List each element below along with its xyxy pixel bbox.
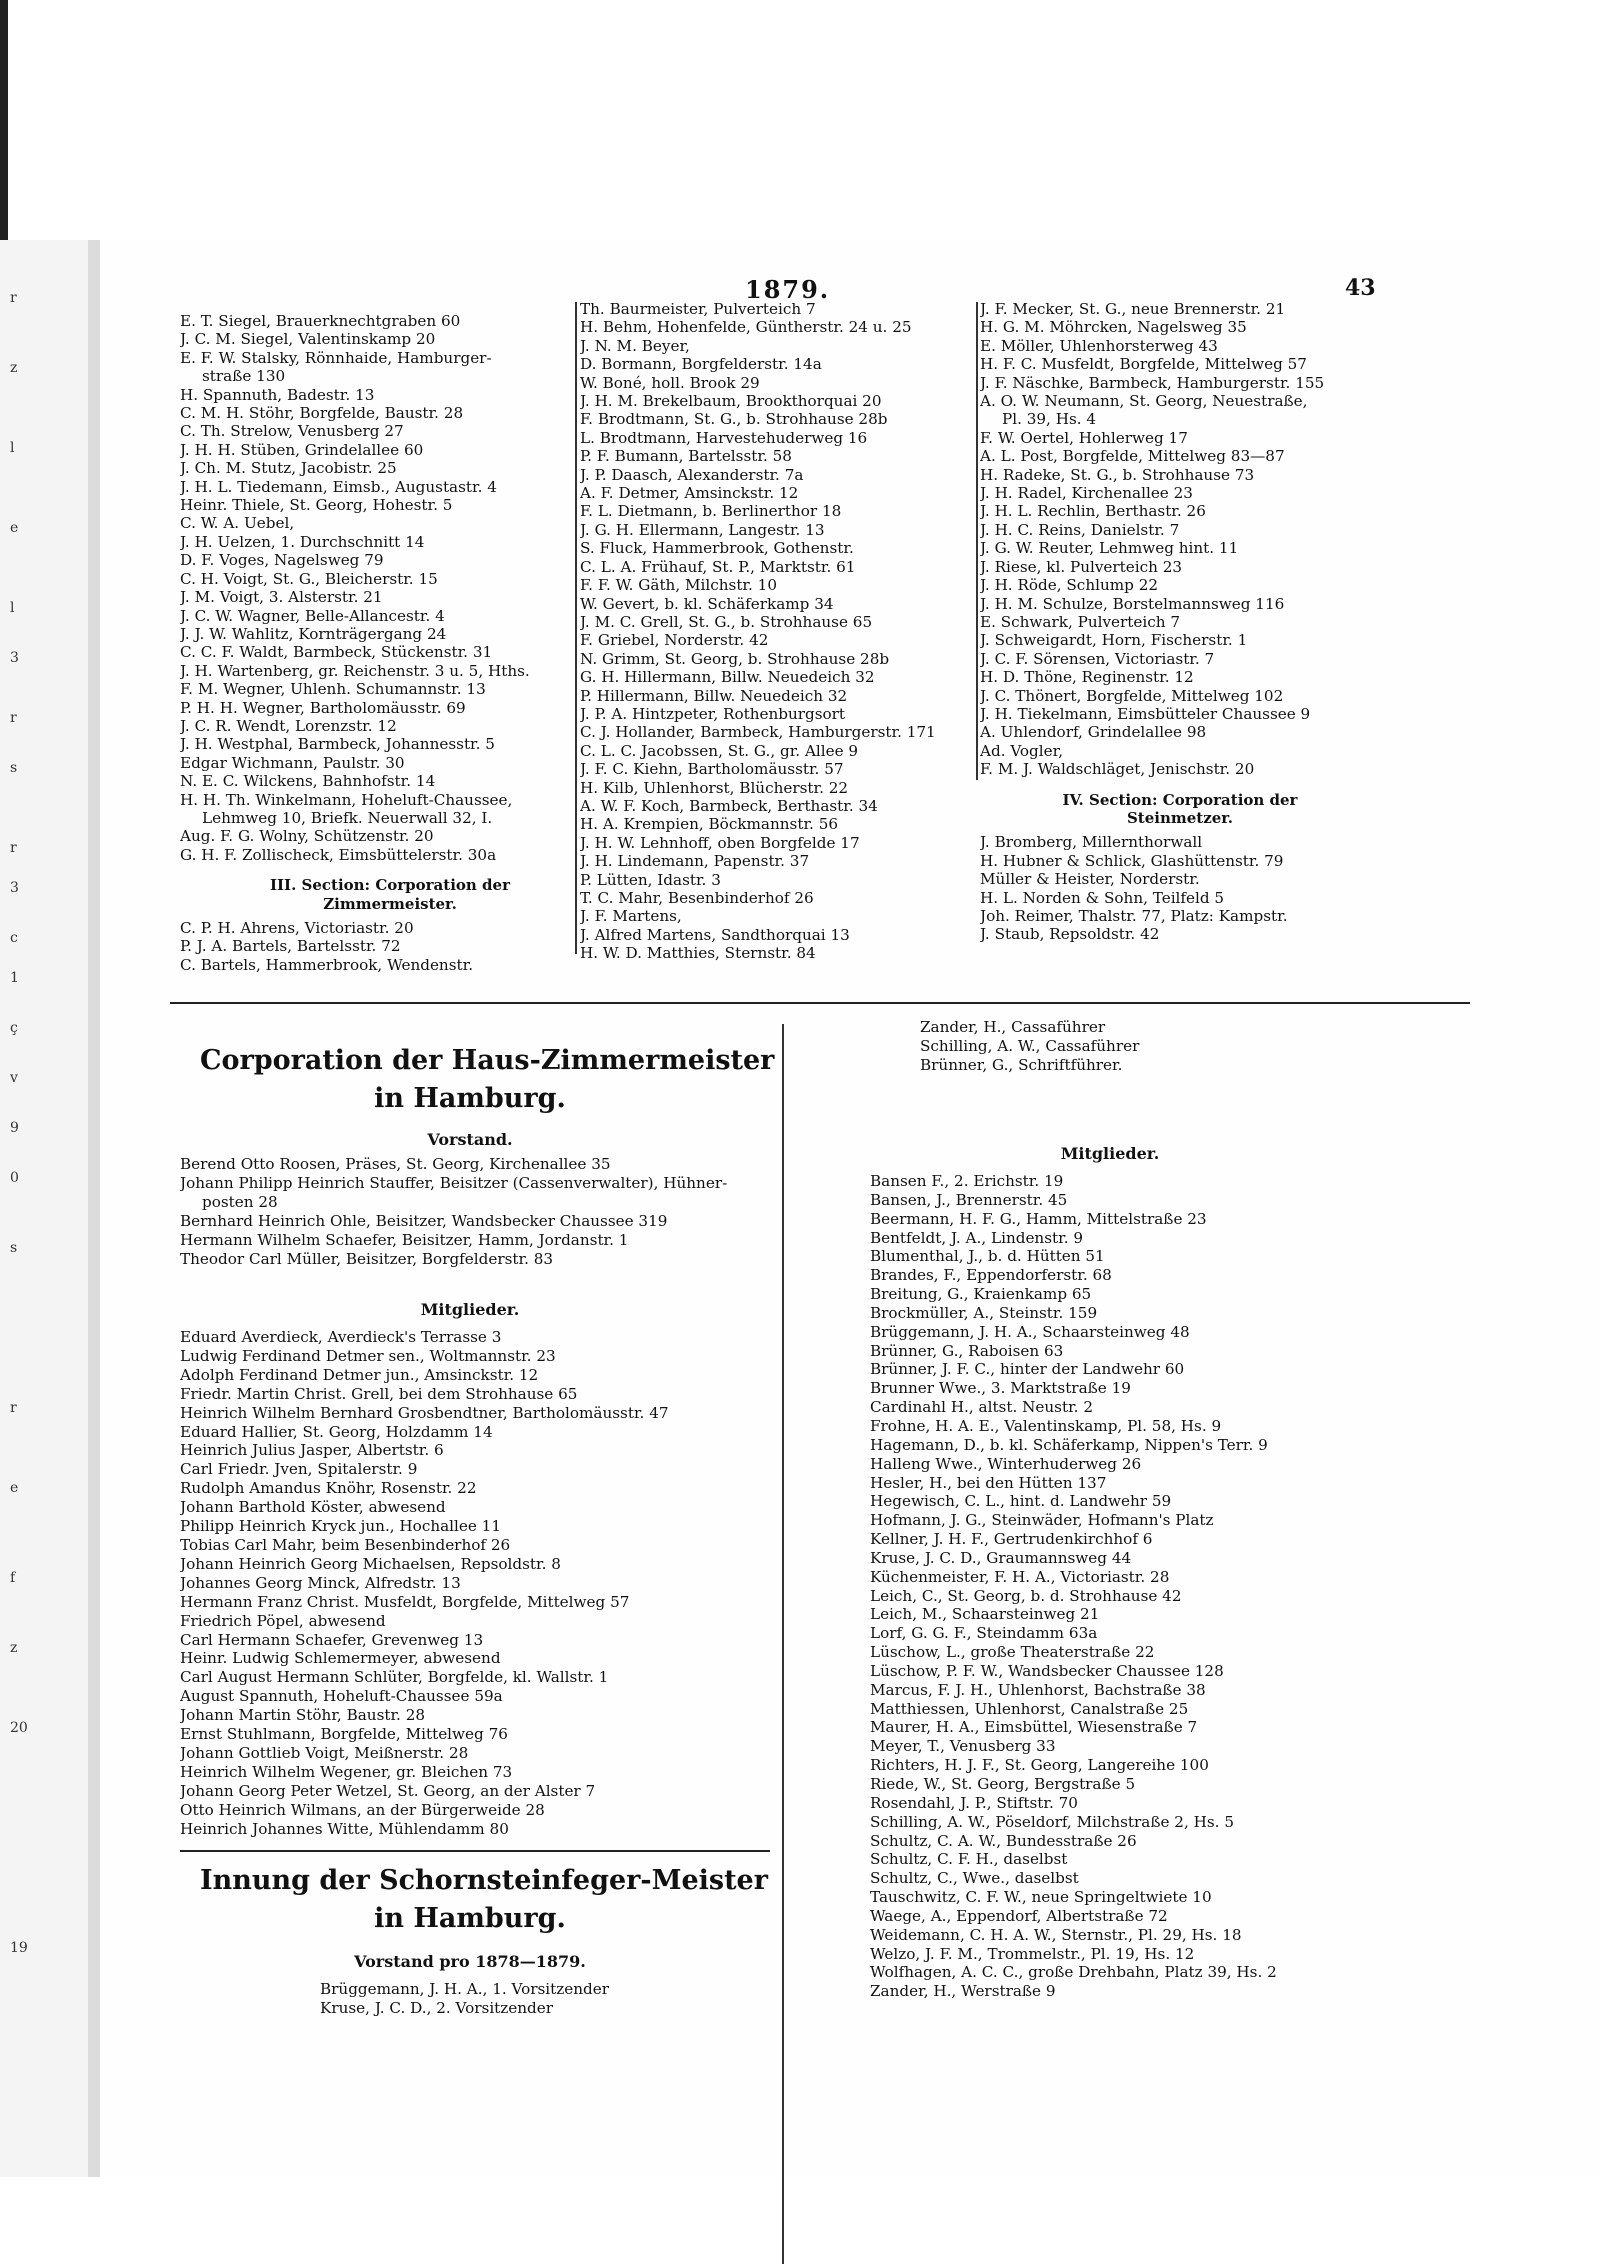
directory-entry: Theodor Carl Müller, Beisitzer, Borgfelderstr. 83 <box>180 1249 554 1268</box>
directory-entry: J. H. Westphal, Barmbeck, Johannesstr. 5 <box>180 735 495 754</box>
margin-mark: 19 <box>10 1940 28 1956</box>
directory-entry: J. M. C. Grell, St. G., b. Strohhause 65 <box>580 612 873 631</box>
directory-entry: Joh. Reimer, Thalstr. 77, Platz: Kampstr. <box>980 907 1288 925</box>
directory-entry: Hagemann, D., b. kl. Schäferkamp, Nippen's Terr. 9 <box>870 1435 1268 1454</box>
page-gutter <box>88 240 100 2177</box>
directory-page <box>100 240 1600 2177</box>
directory-entry: J. H. Wartenberg, gr. Reichenstr. 3 u. 5, Hths. <box>180 661 530 680</box>
directory-entry: F. L. Dietmann, b. Berlinerthor 18 <box>580 502 842 521</box>
section-4-entries <box>980 833 1380 943</box>
directory-entry: Cardinahl H., altst. Neustr. 2 <box>870 1398 1093 1417</box>
directory-entry: Hegewisch, C. L., hint. d. Landwehr 59 <box>870 1492 1172 1511</box>
directory-entry: Johannes Georg Minck, Alfredstr. 13 <box>180 1573 461 1592</box>
directory-entry: F. F. W. Gäth, Milchstr. 10 <box>580 576 778 595</box>
directory-entry: Hermann Wilhelm Schaefer, Beisitzer, Hamm, Jordanstr. 1 <box>180 1230 629 1249</box>
directory-entry: H. Kilb, Uhlenhorst, Blücherstr. 22 <box>580 778 849 797</box>
directory-entry: Wolfhagen, A. C. C., große Drehbahn, Platz 39, Hs. 2 <box>870 1963 1277 1982</box>
directory-entry: F. Brodtmann, St. G., b. Strohhause 28b <box>580 410 888 429</box>
directory-entry: E. Möller, Uhlenhorsterweg 43 <box>980 336 1218 355</box>
directory-entry: F. W. Oertel, Hohlerweg 17 <box>980 428 1188 447</box>
margin-mark: c <box>10 930 18 946</box>
directory-entry: H. Behm, Hohenfelde, Güntherstr. 24 u. 25 <box>580 318 912 337</box>
schornstein-vorstand-heading: Vorstand pro 1878—1879. <box>354 1952 586 1971</box>
directory-entry: Brockmüller, A., Steinstr. 159 <box>870 1303 1098 1322</box>
directory-entry: J. H. Röde, Schlump 22 <box>980 576 1159 595</box>
section-4-subtitle: Steinmetzer. <box>1126 808 1234 827</box>
directory-entry: P. J. A. Bartels, Bartelsstr. 72 <box>180 937 401 956</box>
adjacent-page-margin <box>0 240 100 2177</box>
schornstein-mitglieder <box>870 1172 1390 2001</box>
directory-entry: D. F. Voges, Nagelsweg 79 <box>180 551 384 570</box>
directory-entry: J. H. Uelzen, 1. Durchschnitt 14 <box>180 532 425 551</box>
directory-entry: straße 130 <box>202 367 286 386</box>
directory-entry: J. F. Mecker, St. G., neue Brennerstr. 21 <box>980 300 1286 318</box>
directory-entry: Lehmweg 10, Briefk. Neuerwall 32, I. <box>202 808 493 827</box>
directory-entry: J. C. Thönert, Borgfelde, Mittelweg 102 <box>980 686 1284 705</box>
directory-entry: J. Bromberg, Millernthorwall <box>980 833 1203 852</box>
hauszimmer-subtitle: in Hamburg. <box>374 1083 566 1114</box>
section-3-subtitle: Zimmermeister. <box>323 894 457 913</box>
directory-entry: J. H. Tiekelmann, Eimsbütteler Chaussee 9 <box>980 704 1311 723</box>
directory-entry: Brunner Wwe., 3. Marktstraße 19 <box>870 1379 1131 1398</box>
directory-entry: Waege, A., Eppendorf, Albertstraße 72 <box>870 1906 1168 1925</box>
directory-entry: August Spannuth, Hoheluft-Chaussee 59a <box>180 1687 503 1706</box>
directory-entry: Bernhard Heinrich Ohle, Beisitzer, Wandsbecker Chaussee 319 <box>180 1211 668 1230</box>
directory-entry: A. Uhlendorf, Grindelallee 98 <box>980 723 1207 742</box>
directory-entry: J. G. H. Ellermann, Langestr. 13 <box>580 520 825 539</box>
directory-entry: J. Ch. M. Stutz, Jacobistr. 25 <box>180 459 397 478</box>
directory-entry: Carl August Hermann Schlüter, Borgfelde, kl. Wallstr. 1 <box>180 1668 609 1687</box>
directory-entry: H. W. D. Matthies, Sternstr. 84 <box>580 944 816 963</box>
directory-entry: J. Alfred Martens, Sandthorquai 13 <box>580 925 850 944</box>
margin-mark: e <box>10 1480 19 1496</box>
directory-entry: Hesler, H., bei den Hütten 137 <box>870 1473 1107 1492</box>
schornstein-title: Innung der Schornsteinfeger-Meister <box>200 1865 768 1896</box>
directory-entry: J. H. C. Reins, Danielstr. 7 <box>980 520 1180 539</box>
directory-entry: Th. Baurmeister, Pulverteich 7 <box>580 300 816 318</box>
directory-entry: J. H. H. Stüben, Grindelallee 60 <box>180 440 424 459</box>
column-1-entries <box>180 312 600 864</box>
margin-mark: ç <box>10 1020 18 1036</box>
directory-entry: Aug. F. G. Wolny, Schützenstr. 20 <box>180 827 434 846</box>
directory-entry: J. N. M. Beyer, <box>580 336 690 355</box>
directory-entry: J. C. F. Sörensen, Victoriastr. 7 <box>980 649 1215 668</box>
directory-entry: Heinr. Ludwig Schlemermeyer, abwesend <box>180 1649 501 1668</box>
directory-entry: C. C. F. Waldt, Barmbeck, Stückenstr. 31 <box>180 643 493 662</box>
directory-entry: Otto Heinrich Wilmans, an der Bürgerweide 28 <box>180 1800 545 1819</box>
directory-entry: Eduard Hallier, St. Georg, Holzdamm 14 <box>180 1422 493 1441</box>
margin-mark: 3 <box>10 880 19 896</box>
margin-mark: f <box>10 1570 16 1586</box>
directory-entry: J. M. Voigt, 3. Alsterstr. 21 <box>180 588 383 607</box>
directory-entry: Carl Friedr. Jven, Spitalerstr. 9 <box>180 1460 418 1479</box>
directory-entry: Johann Barthold Köster, abwesend <box>180 1498 446 1517</box>
directory-entry: J. J. W. Wahlitz, Kornträgergang 24 <box>180 624 447 643</box>
directory-entry: J. P. Daasch, Alexanderstr. 7a <box>580 465 804 484</box>
directory-entry: P. Lütten, Idastr. 3 <box>580 870 721 889</box>
schornstein-vorstand-continued <box>920 1018 1440 1075</box>
directory-entry: J. F. Martens, <box>580 907 682 926</box>
directory-entry: Zander, H., Cassaführer <box>920 1018 1106 1036</box>
margin-mark: 20 <box>10 1720 28 1736</box>
directory-entry: P. H. H. Wegner, Bartholomäusstr. 69 <box>180 698 466 717</box>
directory-entry: Lüschow, L., große Theaterstraße 22 <box>870 1643 1155 1662</box>
column-3-entries <box>980 300 1380 779</box>
directory-entry: Tobias Carl Mahr, beim Besenbinderhof 26 <box>180 1535 511 1554</box>
directory-entry: H. D. Thöne, Reginenstr. 12 <box>980 668 1194 687</box>
directory-entry: F. M. Wegner, Uhlenh. Schumannstr. 13 <box>180 680 486 699</box>
directory-entry: H. Spannuth, Badestr. 13 <box>180 385 375 404</box>
directory-entry: J. C. R. Wendt, Lorenzstr. 12 <box>180 716 397 735</box>
margin-mark: r <box>10 290 17 306</box>
margin-mark: 1 <box>10 970 19 986</box>
margin-mark: l <box>10 600 15 616</box>
directory-entry: C. Bartels, Hammerbrook, Wendenstr. <box>180 955 474 974</box>
page-number: 43 <box>1345 275 1376 301</box>
directory-entry: Beermann, H. F. G., Hamm, Mittelstraße 23 <box>870 1209 1207 1228</box>
directory-entry: C. L. A. Frühauf, St. P., Marktstr. 61 <box>580 557 856 576</box>
margin-mark: e <box>10 520 19 536</box>
directory-entry: J. P. A. Hintzpeter, Rothenburgsort <box>580 704 846 723</box>
directory-entry: Weidemann, C. H. A. W., Sternstr., Pl. 29, Hs. 18 <box>870 1925 1242 1944</box>
directory-entry: C. M. H. Stöhr, Borgfelde, Baustr. 28 <box>180 404 464 423</box>
directory-entry: Pl. 39, Hs. 4 <box>1002 410 1097 429</box>
directory-entry: Berend Otto Roosen, Präses, St. Georg, Kirchenallee 35 <box>180 1155 611 1173</box>
directory-entry: Ernst Stuhlmann, Borgfelde, Mittelweg 76 <box>180 1725 508 1744</box>
directory-entry: S. Fluck, Hammerbrook, Gothenstr. <box>580 539 854 558</box>
margin-mark: s <box>10 760 18 776</box>
directory-entry: E. Schwark, Pulverteich 7 <box>980 612 1181 631</box>
margin-mark: l <box>10 440 15 456</box>
directory-entry: Heinr. Thiele, St. Georg, Hohestr. 5 <box>180 496 453 515</box>
directory-entry: C. L. C. Jacobssen, St. G., gr. Allee 9 <box>580 741 859 760</box>
directory-entry: P. F. Bumann, Bartelsstr. 58 <box>580 447 792 466</box>
hauszimmer-mitglieder-heading: Mitglieder. <box>420 1300 520 1319</box>
directory-entry: Halleng Wwe., Winterhuderweg 26 <box>870 1454 1142 1473</box>
directory-entry: Blumenthal, J., b. d. Hütten 51 <box>870 1247 1105 1266</box>
directory-entry: Hermann Franz Christ. Musfeldt, Borgfelde, Mittelweg 57 <box>180 1592 630 1611</box>
directory-entry: J. F. Näschke, Barmbeck, Hamburgerstr. 155 <box>980 373 1325 392</box>
directory-entry: H. A. Krempien, Böckmannstr. 56 <box>580 815 839 834</box>
directory-entry: N. Grimm, St. Georg, b. Strohhause 28b <box>580 649 890 668</box>
directory-entry: C. P. H. Ahrens, Victoriastr. 20 <box>180 919 414 937</box>
directory-entry: Breitung, G., Kraienkamp 65 <box>870 1285 1092 1304</box>
directory-entry: G. H. Hillermann, Billw. Neuedeich 32 <box>580 668 875 687</box>
schornstein-mitglieder-heading: Mitglieder. <box>1060 1144 1160 1163</box>
horizontal-rule <box>170 1002 1470 1004</box>
directory-entry: Bansen, J., Brennerstr. 45 <box>870 1190 1068 1209</box>
page-year: 1879. <box>745 275 831 304</box>
directory-entry: posten 28 <box>202 1192 278 1211</box>
directory-entry: J. Staub, Repsoldstr. 42 <box>980 925 1160 944</box>
directory-entry: Maurer, H. A., Eimsbüttel, Wiesenstraße 7 <box>870 1718 1198 1737</box>
directory-entry: Frohne, H. A. E., Valentinskamp, Pl. 58, Hs. 9 <box>870 1416 1222 1435</box>
column-divider <box>976 302 978 780</box>
directory-entry: P. Hillermann, Billw. Neuedeich 32 <box>580 686 848 705</box>
directory-entry: C. Th. Strelow, Venusberg 27 <box>180 422 404 441</box>
directory-entry: E. T. Siegel, Brauerknechtgraben 60 <box>180 312 461 330</box>
directory-entry: Tauschwitz, C. F. W., neue Springeltwiete 10 <box>870 1888 1212 1907</box>
directory-entry: Johann Georg Peter Wetzel, St. Georg, an der Alster 7 <box>180 1781 596 1800</box>
directory-entry: Zander, H., Werstraße 9 <box>870 1982 1056 2001</box>
directory-entry: J. F. C. Kiehn, Bartholomäusstr. 57 <box>580 760 844 779</box>
directory-entry: Brünner, G., Raboisen 63 <box>870 1341 1064 1360</box>
directory-entry: Matthiessen, Uhlenhorst, Canalstraße 25 <box>870 1699 1189 1718</box>
section-4-title: IV. Section: Corporation der <box>1062 790 1298 809</box>
directory-entry: J. H. M. Brekelbaum, Brookthorquai 20 <box>580 392 882 411</box>
section-rule <box>180 1850 770 1852</box>
directory-entry: Heinrich Johannes Witte, Mühlendamm 80 <box>180 1819 509 1838</box>
column-3 <box>980 300 1380 944</box>
directory-entry: Heinrich Wilhelm Wegener, gr. Bleichen 73 <box>180 1762 513 1781</box>
directory-entry: Schultz, C. A. W., Bundesstraße 26 <box>870 1831 1137 1850</box>
directory-entry: Brüggemann, J. H. A., 1. Vorsitzender <box>320 1980 610 1998</box>
directory-entry: G. H. F. Zollischeck, Eimsbüttelerstr. 30a <box>180 845 497 864</box>
directory-entry: Philipp Heinrich Kryck jun., Hochallee 11 <box>180 1517 501 1536</box>
directory-entry: J. H. L. Tiedemann, Eimsb., Augustastr. 4 <box>180 477 497 496</box>
directory-entry: Brünner, G., Schriftführer. <box>920 1055 1123 1074</box>
directory-entry: Johann Gottlieb Voigt, Meißnerstr. 28 <box>180 1743 469 1762</box>
directory-entry: Bansen F., 2. Erichstr. 19 <box>870 1172 1064 1190</box>
directory-entry: J. H. M. Schulze, Borstelmannsweg 116 <box>980 594 1285 613</box>
directory-entry: Bentfeldt, J. A., Lindenstr. 9 <box>870 1228 1084 1247</box>
directory-entry: L. Brodtmann, Harvestehuderweg 16 <box>580 428 868 447</box>
margin-mark: 3 <box>10 650 19 666</box>
directory-entry: C. H. Voigt, St. G., Bleicherstr. 15 <box>180 569 438 588</box>
directory-entry: W. Gevert, b. kl. Schäferkamp 34 <box>580 594 834 613</box>
directory-entry: J. H. L. Rechlin, Berthastr. 26 <box>980 502 1206 521</box>
directory-entry: Müller & Heister, Norderstr. <box>980 870 1200 889</box>
directory-entry: D. Bormann, Borgfelderstr. 14a <box>580 355 822 374</box>
directory-entry: Kruse, J. C. D., Graumannsweg 44 <box>870 1548 1132 1567</box>
directory-entry: Richters, H. J. F., St. Georg, Langereihe 100 <box>870 1756 1209 1775</box>
scan-top-band <box>0 0 1600 240</box>
directory-entry: F. Griebel, Norderstr. 42 <box>580 631 769 650</box>
hauszimmer-title: Corporation der Haus-Zimmermeister <box>200 1045 775 1076</box>
directory-entry: H. Hubner & Schlick, Glashüttenstr. 79 <box>980 851 1284 870</box>
directory-entry: Kellner, J. H. F., Gertrudenkirchhof 6 <box>870 1530 1153 1549</box>
margin-mark: 9 <box>10 1120 19 1136</box>
directory-entry: Schilling, A. W., Pöseldorf, Milchstraße 2, Hs. 5 <box>870 1812 1234 1831</box>
directory-entry: Ludwig Ferdinand Detmer sen., Woltmannstr. 23 <box>180 1346 556 1365</box>
directory-entry: H. G. M. Möhrcken, Nagelsweg 35 <box>980 318 1247 337</box>
directory-entry: Rudolph Amandus Knöhr, Rosenstr. 22 <box>180 1479 477 1498</box>
directory-entry: Schultz, C., Wwe., daselbst <box>870 1869 1079 1888</box>
hauszimmer-vorstand-heading: Vorstand. <box>427 1130 513 1149</box>
directory-entry: Welzo, J. F. M., Trommelstr., Pl. 19, Hs. 12 <box>870 1944 1195 1963</box>
directory-entry: Kruse, J. C. D., 2. Vorsitzender <box>320 1998 554 2017</box>
directory-entry: Johann Martin Stöhr, Baustr. 28 <box>180 1706 426 1725</box>
directory-entry: C. W. A. Uebel, <box>180 514 295 533</box>
margin-mark: 0 <box>10 1170 19 1186</box>
directory-entry: F. M. J. Waldschläget, Jenischstr. 20 <box>980 760 1255 779</box>
directory-entry: Johann Philipp Heinrich Stauffer, Beisitzer (Cassenverwalter), Hühner- <box>180 1173 728 1192</box>
directory-entry: W. Boné, holl. Brook 29 <box>580 373 760 392</box>
directory-entry: H. H. Th. Winkelmann, Hoheluft-Chaussee, <box>180 790 513 809</box>
directory-entry: Riede, W., St. Georg, Bergstraße 5 <box>870 1775 1136 1793</box>
column-2 <box>580 300 980 963</box>
directory-entry: H. F. C. Musfeldt, Borgfelde, Mittelweg 57 <box>980 355 1307 374</box>
directory-entry: T. C. Mahr, Besenbinderhof 26 <box>580 889 814 907</box>
schornstein-vorstand <box>320 1980 890 2018</box>
directory-entry: J. H. Radel, Kirchenallee 23 <box>980 484 1193 503</box>
directory-entry: J. G. W. Reuter, Lehmweg hint. 11 <box>980 539 1239 558</box>
directory-entry: J. H. W. Lehnhoff, oben Borgfelde 17 <box>580 833 860 852</box>
margin-mark: z <box>10 1640 18 1656</box>
directory-entry: J. Riese, kl. Pulverteich 23 <box>980 557 1183 576</box>
directory-entry: Eduard Averdieck, Averdieck's Terrasse 3 <box>180 1328 502 1346</box>
column-1 <box>180 312 600 974</box>
directory-entry: J. C. W. Wagner, Belle-Allancestr. 4 <box>180 606 445 625</box>
directory-entry: Brünner, J. F. C., hinter der Landwehr 60 <box>870 1360 1185 1379</box>
hauszimmer-mitglieder <box>180 1328 750 1838</box>
directory-entry: Heinrich Julius Jasper, Albertstr. 6 <box>180 1441 444 1460</box>
margin-mark: s <box>10 1240 18 1256</box>
section-3-title: III. Section: Corporation der <box>270 876 510 895</box>
directory-entry: Küchenmeister, F. H. A., Victoriastr. 28 <box>870 1567 1170 1586</box>
directory-entry: C. J. Hollander, Barmbeck, Hamburgerstr. 171 <box>580 723 936 742</box>
directory-entry: J. Schweigardt, Horn, Fischerstr. 1 <box>980 631 1248 650</box>
directory-entry: Marcus, F. J. H., Uhlenhorst, Bachstraße 38 <box>870 1680 1206 1699</box>
directory-entry: Heinrich Wilhelm Bernhard Grosbendtner, Bartholomäusstr. 47 <box>180 1403 669 1422</box>
schornstein-subtitle: in Hamburg. <box>374 1903 566 1934</box>
hauszimmer-vorstand <box>180 1155 750 1268</box>
lower-column-divider <box>782 1024 784 2264</box>
column-divider <box>575 302 577 954</box>
directory-entry: Rosendahl, J. P., Stiftstr. 70 <box>870 1793 1078 1812</box>
directory-entry: A. W. F. Koch, Barmbeck, Berthastr. 34 <box>580 796 878 815</box>
directory-entry: Brandes, F., Eppendorferstr. 68 <box>870 1266 1112 1285</box>
directory-entry: J. C. M. Siegel, Valentinskamp 20 <box>180 330 436 349</box>
directory-entry: Hofmann, J. G., Steinwäder, Hofmann's Platz <box>870 1511 1214 1530</box>
section-3-entries <box>180 919 600 974</box>
margin-mark: r <box>10 710 17 726</box>
directory-entry: Leich, C., St. Georg, b. d. Strohhause 42 <box>870 1586 1182 1605</box>
column-2-entries <box>580 300 980 963</box>
directory-entry: E. F. W. Stalsky, Rönnhaide, Hamburger- <box>180 348 492 367</box>
directory-entry: Leich, M., Schaarsteinweg 21 <box>870 1605 1100 1624</box>
margin-mark: r <box>10 840 17 856</box>
margin-mark: z <box>10 360 18 376</box>
directory-entry: Ad. Vogler, <box>980 741 1064 760</box>
directory-entry: H. Radeke, St. G., b. Strohhause 73 <box>980 465 1255 484</box>
directory-entry: Friedrich Pöpel, abwesend <box>180 1611 386 1630</box>
directory-entry: Johann Heinrich Georg Michaelsen, Repsoldstr. 8 <box>180 1554 561 1573</box>
margin-mark: r <box>10 1400 17 1416</box>
directory-entry: Friedr. Martin Christ. Grell, bei dem Strohhause 65 <box>180 1384 578 1403</box>
directory-entry: A. L. Post, Borgfelde, Mittelweg 83—87 <box>980 447 1285 466</box>
directory-entry: Lorf, G. G. F., Steindamm 63a <box>870 1624 1098 1643</box>
directory-entry: Edgar Wichmann, Paulstr. 30 <box>180 753 405 772</box>
directory-entry: A. O. W. Neumann, St. Georg, Neuestraße, <box>980 392 1308 411</box>
directory-entry: Lüschow, P. F. W., Wandsbecker Chaussee 128 <box>870 1661 1224 1680</box>
directory-entry: Schultz, C. F. H., daselbst <box>870 1850 1068 1869</box>
directory-entry: Brüggemann, J. H. A., Schaarsteinweg 48 <box>870 1322 1190 1341</box>
directory-entry: J. H. Lindemann, Papenstr. 37 <box>580 852 810 871</box>
directory-entry: Adolph Ferdinand Detmer jun., Amsinckstr. 12 <box>180 1365 539 1384</box>
directory-entry: Meyer, T., Venusberg 33 <box>870 1737 1056 1756</box>
margin-mark: v <box>10 1070 18 1086</box>
directory-entry: Schilling, A. W., Cassaführer <box>920 1036 1140 1055</box>
directory-entry: H. L. Norden & Sohn, Teilfeld 5 <box>980 888 1225 907</box>
directory-entry: Carl Hermann Schaefer, Grevenweg 13 <box>180 1630 484 1649</box>
directory-entry: A. F. Detmer, Amsinckstr. 12 <box>580 484 799 503</box>
directory-entry: N. E. C. Wilckens, Bahnhofstr. 14 <box>180 772 436 791</box>
